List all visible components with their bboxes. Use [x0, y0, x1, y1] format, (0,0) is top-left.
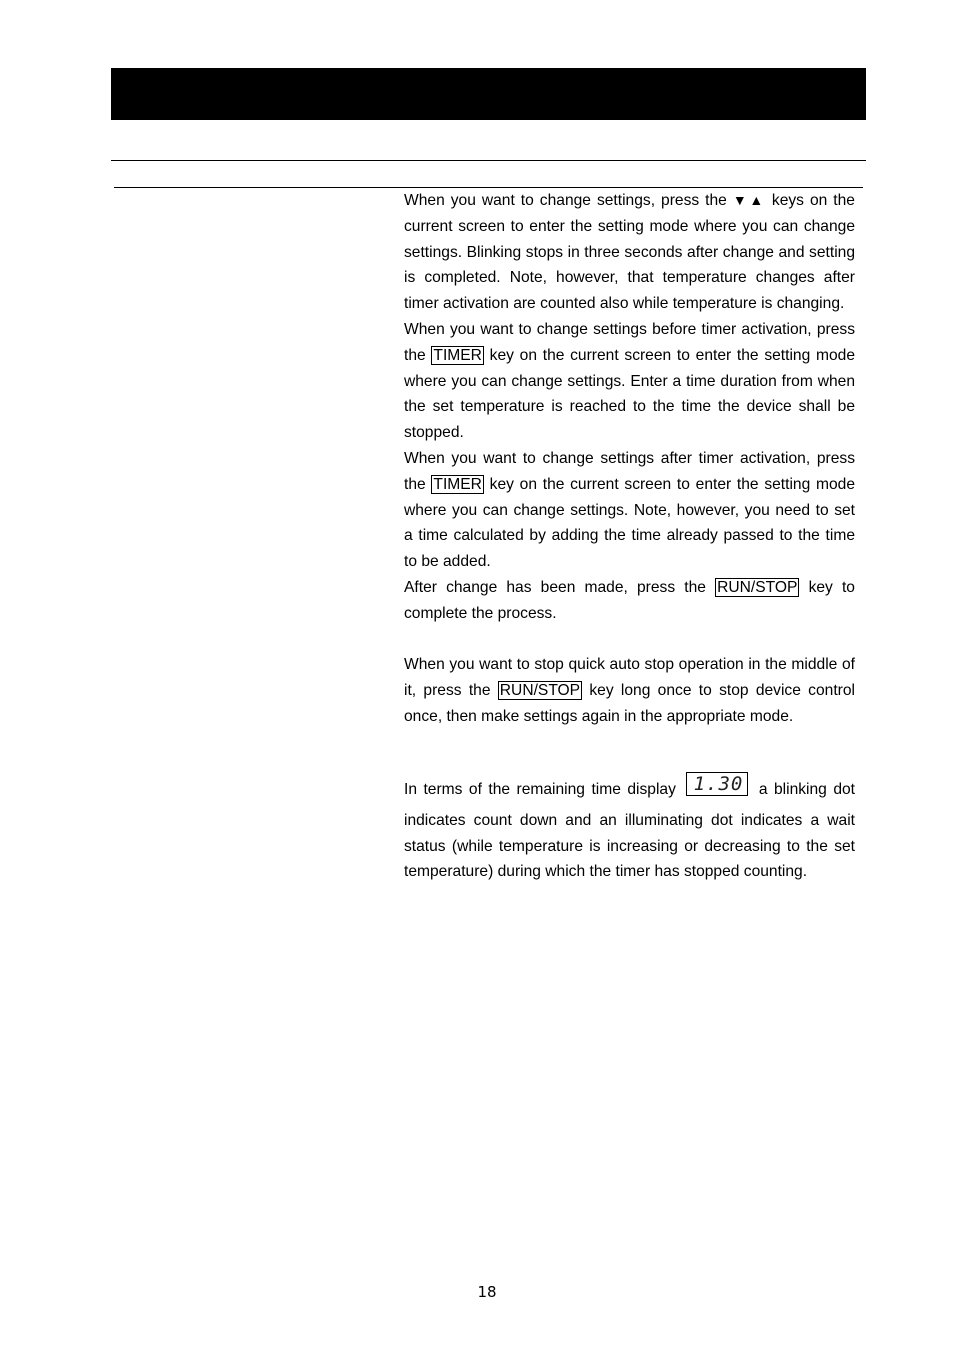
spacer	[404, 627, 855, 653]
horizontal-rule-top	[111, 160, 866, 161]
section-header-bar	[111, 68, 866, 120]
timer-key-label: TIMER	[433, 346, 482, 364]
run-stop-key-label: RUN/STOP	[499, 682, 581, 700]
timer-key-label: TIMER	[433, 475, 482, 493]
run-stop-key-label: RUN/STOP	[717, 578, 798, 596]
page-number: 18	[477, 1283, 497, 1301]
remaining-time-display-icon	[686, 772, 748, 796]
display-readout: 1.30	[693, 772, 744, 795]
paragraph-stop-quick-auto: When you want to stop quick auto stop operation in the middle of it, press the RUN/STOP key long once to stop device control once, then make settings again in the appropriate mode.	[404, 656, 855, 725]
body-content	[404, 188, 855, 885]
paragraph-before-timer: When you want to change settings before timer activation, press the TIMER key on the current screen to enter the setting mode where you can change settings. Enter a time duration from when the set temperature is reached to the time the device shall be stopped.	[404, 320, 855, 442]
paragraph-remaining-time: In terms of the remaining time display 1.30 a blinking dot indicates count down and an illuminating dot indicates a wait status (while temperature is increasing or decreasing to the set temperature) during which the timer has stopped counting.	[404, 772, 855, 881]
down-up-arrow-keys-icon: ▼▲	[732, 192, 766, 208]
paragraph-after-timer: When you want to change settings after timer activation, press the TIMER key on the current screen to enter the setting mode where you can change settings. Note, however, you need to set a time calculated by adding the time already passed to the time to be added.	[404, 449, 855, 571]
paragraph-change-settings: When you want to change settings, press the ▼▲ keys on the current screen to enter the setting mode where you can change settings. Blinking stops in three seconds after change and setting is completed. Note, however, that temperature changes after timer activation are counted also while temperature is changing.	[404, 192, 855, 313]
spacer	[404, 730, 855, 772]
paragraph-complete: After change has been made, press the RUN/STOP key to complete the process.	[404, 578, 855, 622]
